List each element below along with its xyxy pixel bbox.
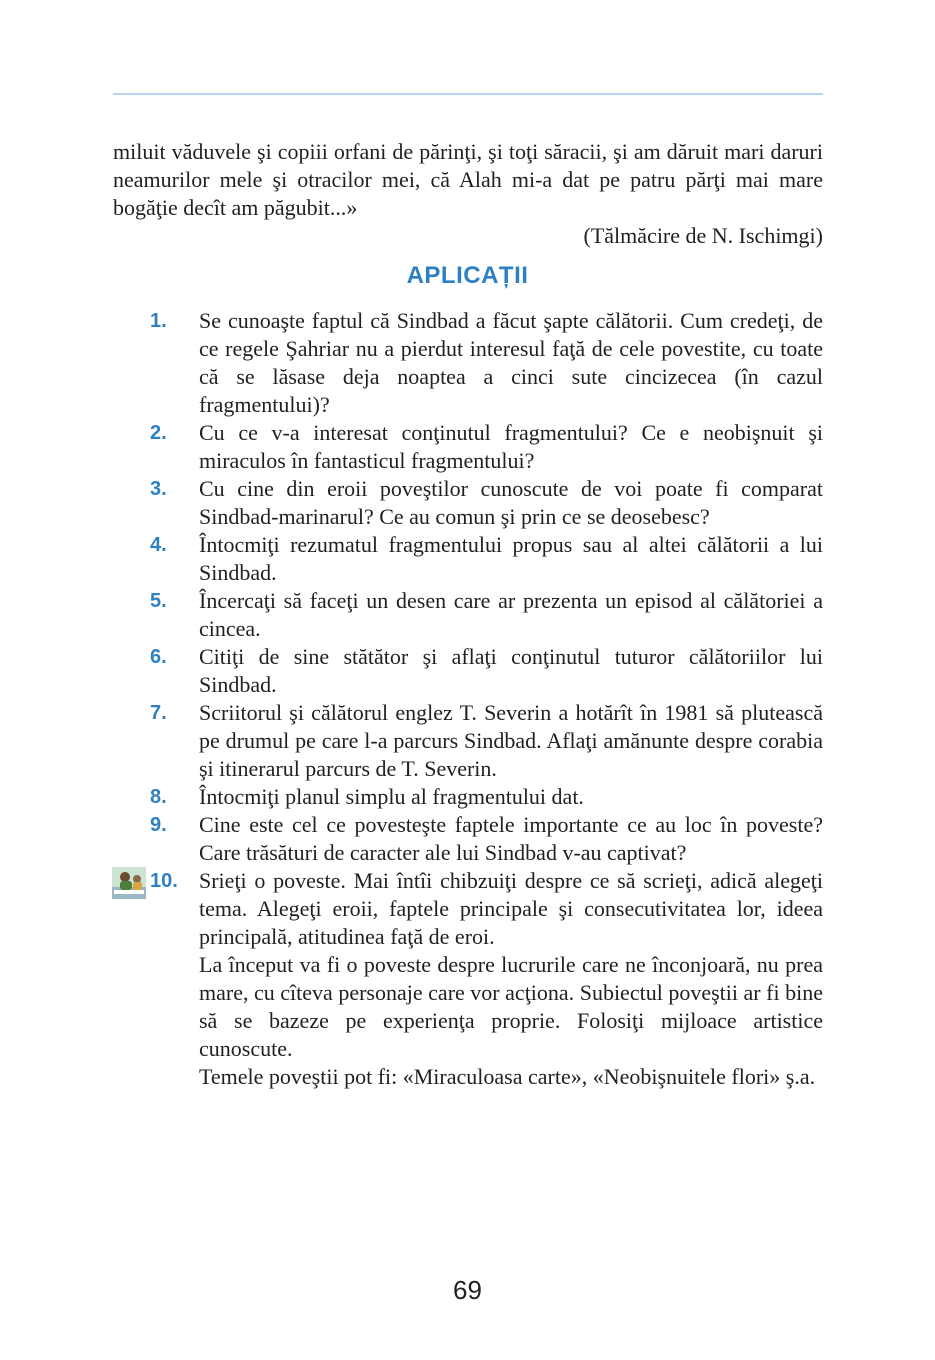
translation-attribution: (Tălmăcire de N. Ischimgi) xyxy=(583,223,823,248)
page-number: 69 xyxy=(453,1275,482,1305)
question-number: 3. xyxy=(150,478,167,500)
intro-text-block xyxy=(113,138,823,250)
question-text: Cu ce v-a interesat conţinutul fragmentului? Ce e neobişnuit şi miraculos în fantasticul fragmentului? xyxy=(199,420,823,473)
section-title: APLICAȚII xyxy=(406,262,529,289)
question-text: Încercaţi să faceţi un desen care ar prezenta un episod al călătoriei a cincea. xyxy=(199,588,823,641)
question-item xyxy=(150,783,823,811)
question-number: 9. xyxy=(150,814,167,836)
question-item xyxy=(150,643,823,699)
question-text: Citiţi de sine stătător şi aflaţi conţinutul tuturor călătoriilor lui Sindbad. xyxy=(199,644,823,697)
question-text: Întocmiţi rezumatul fragmentului propus sau al altei călătorii a lui Sindbad. xyxy=(199,532,823,585)
question-text: Cu cine din eroii poveştilor cunoscute de voi poate fi comparat Sindbad-marinarul? Ce au comun şi prin ce se deosebesc? xyxy=(199,476,823,529)
question-number: 6. xyxy=(150,646,167,668)
student-writing-icon xyxy=(112,867,146,899)
questions-list xyxy=(150,307,823,1091)
question-number: 7. xyxy=(150,702,167,724)
question-item xyxy=(150,475,823,531)
question-number: 4. xyxy=(150,534,167,556)
question-number: 8. xyxy=(150,786,167,808)
question-item xyxy=(150,531,823,587)
question-text: La început va fi o poveste despre lucrurile care ne înconjoară, nu prea mare, cu cîteva personaje care vor acţiona. Subiectul poveştii ar fi bine să se bazeze pe experienţa proprie. Folosiţi mijloace artistice cunoscute. xyxy=(199,952,823,1061)
question-item xyxy=(150,419,823,475)
question-text: Se cunoaşte faptul că Sindbad a făcut şapte călătorii. Cum credeţi, de ce regele Şahriar nu a pierdut interesul faţă de cele povestite, cu toate că se lăsase deja noaptea a cinci sute cincizecea (în cazul fragmentului)? xyxy=(199,308,823,417)
question-number: 5. xyxy=(150,590,167,612)
question-text: Întocmiţi planul simplu al fragmentului dat. xyxy=(199,784,584,809)
intro-paragraph: miluit văduvele şi copiii orfani de părinţi, şi toţi săracii, şi am dăruit mari daruri neamurilor mele şi otracilor mei, că Alah mi-a dat pe patru părţi mai mare bogăţie decît am păgubit...» xyxy=(113,139,823,220)
question-text: Scriitorul şi călătorul englez T. Severin a hotărît în 1981 să plutească pe drumul pe care l-a parcurs Sindbad. Aflaţi amănunte despre corabia şi itinerarul parcurs de T. Severin. xyxy=(199,700,823,781)
question-item xyxy=(150,811,823,867)
question-item xyxy=(150,867,823,1091)
question-number: 1. xyxy=(150,310,167,332)
question-item xyxy=(150,307,823,419)
question-item xyxy=(150,587,823,643)
question-text: Cine este cel ce povesteşte faptele importante ce au loc în poveste? Care trăsături de caracter ale lui Sindbad v-au captivat? xyxy=(199,812,823,865)
question-number: 10. xyxy=(150,870,178,892)
question-text: Temele poveştii pot fi: «Miraculoasa carte», «Neobişnuitele flori» ş.a. xyxy=(199,1064,816,1089)
question-number: 2. xyxy=(150,422,167,444)
question-text: Srieţi o poveste. Mai întîi chibzuiţi despre ce să scrieţi, adică alegeţi tema. Alegeţi eroii, faptele principale şi consecutivitatea lor, ideea principală, atitudinea faţă de eroi. xyxy=(199,868,823,949)
question-item xyxy=(150,699,823,783)
header-rule xyxy=(113,93,823,95)
